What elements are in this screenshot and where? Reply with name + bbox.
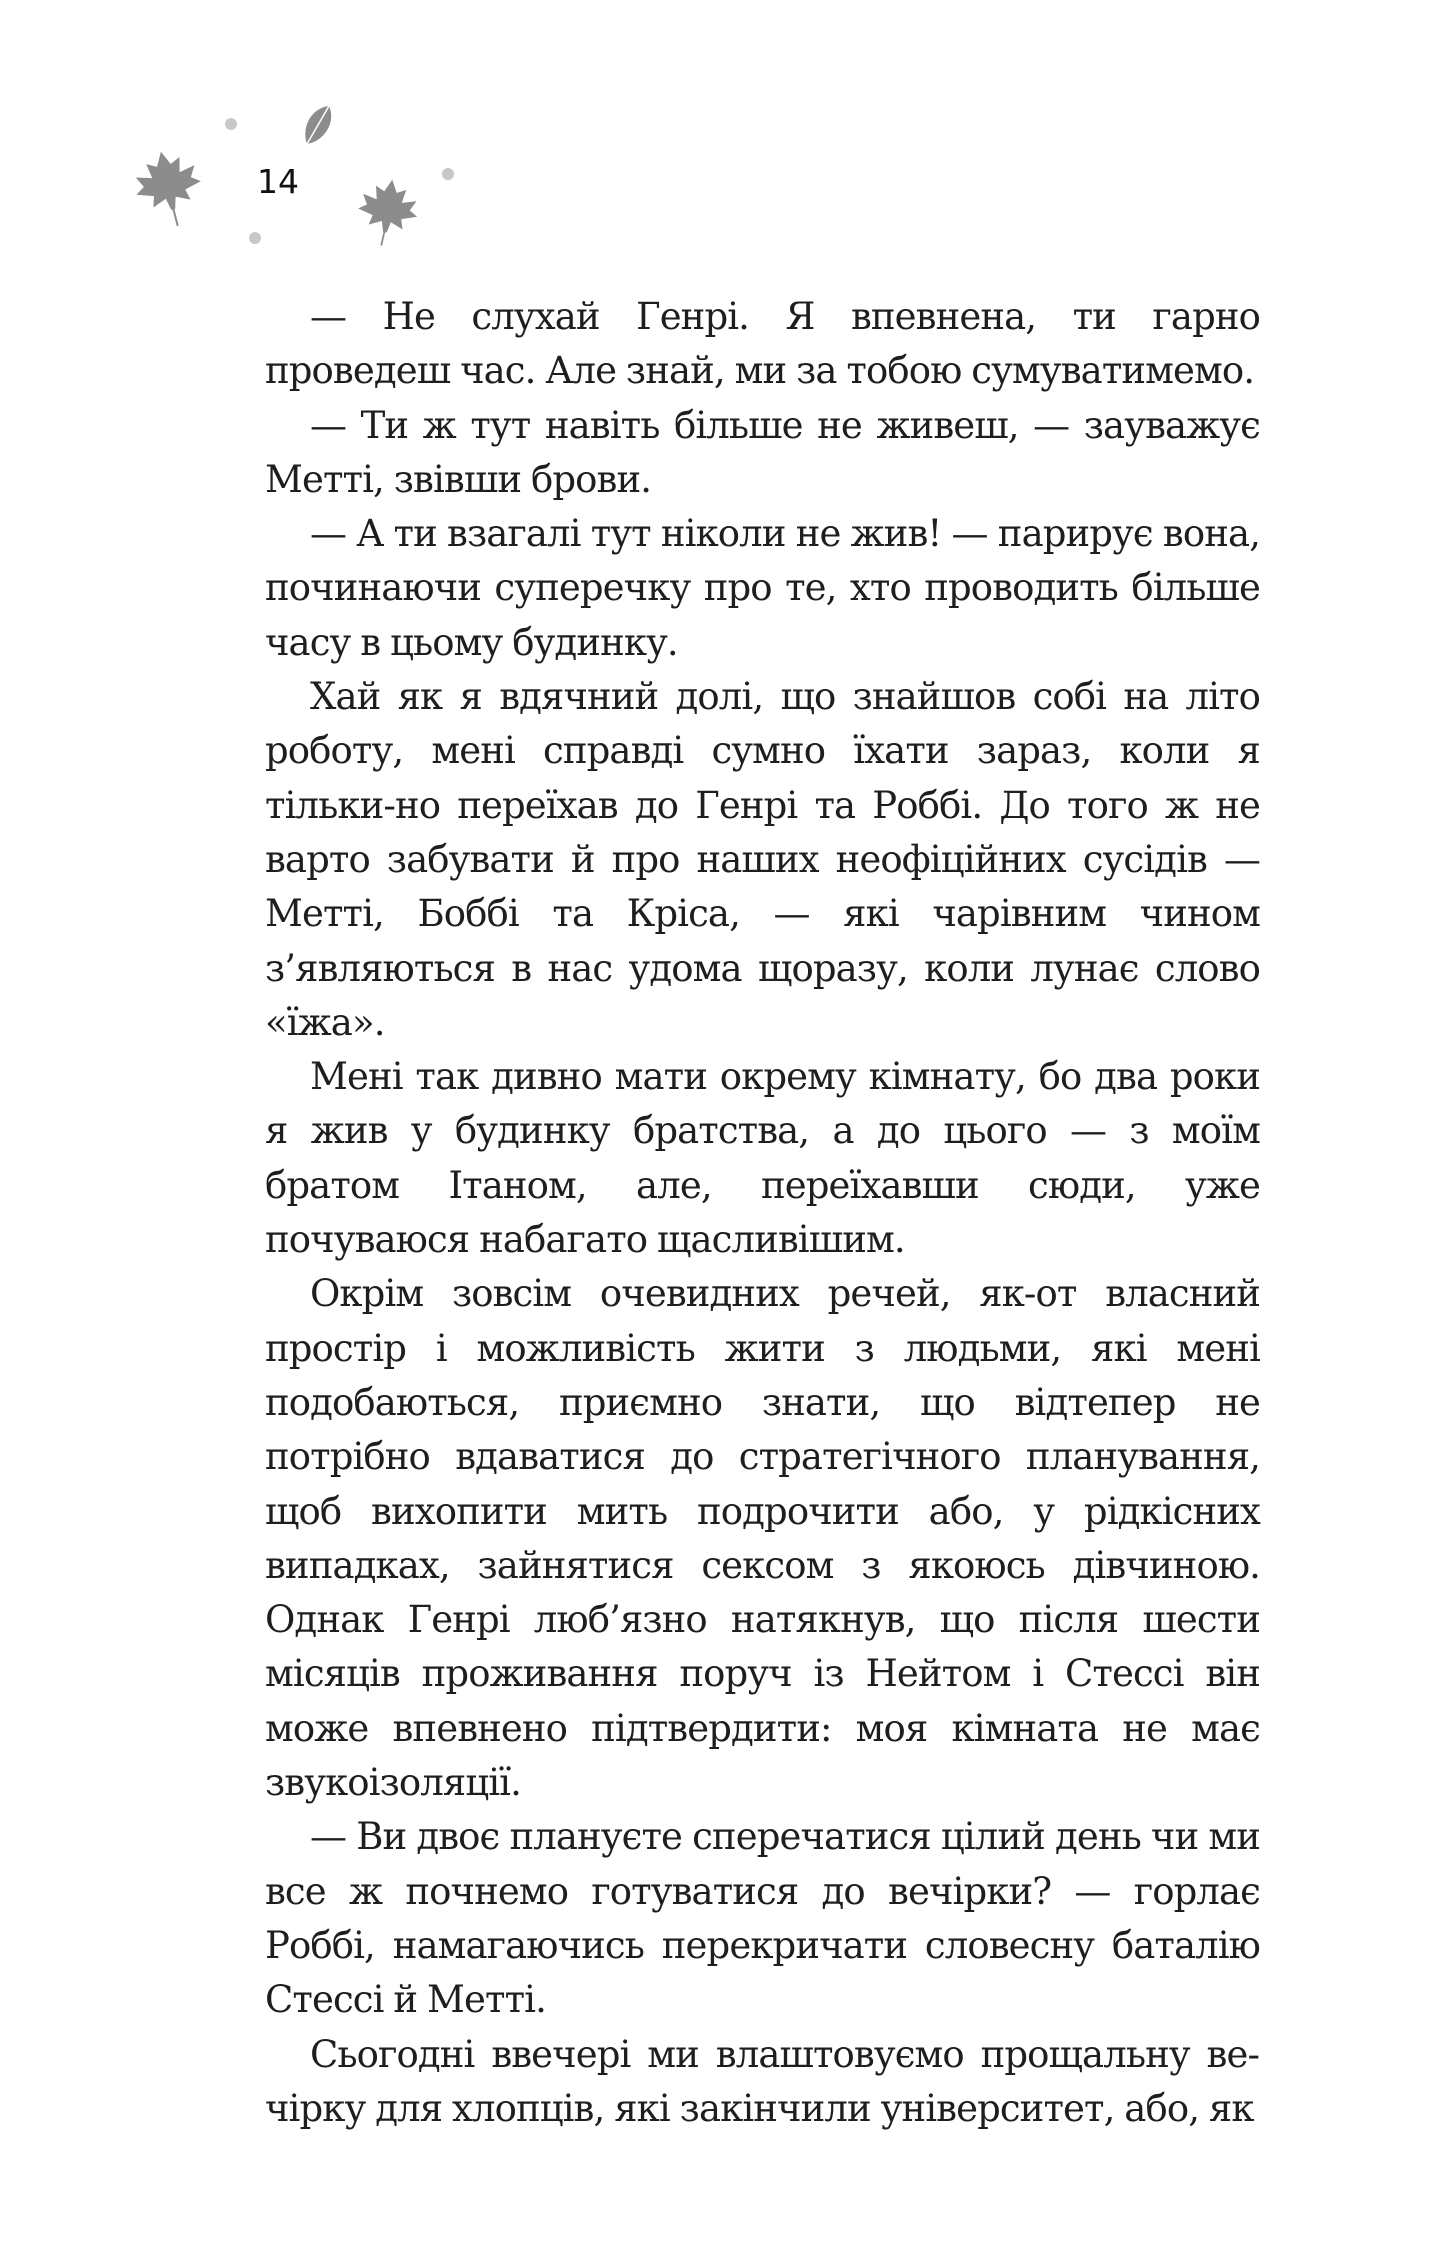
body-text	[265, 290, 1260, 2136]
paragraph: — Ви двоє плануєте сперечатися цілий день чи ми все ж почнемо готуватися до вечірки? — горлає Роббі, намагаючись перекричати словесну баталію Стессі й Метті.	[265, 1815, 1260, 2022]
paragraph: Сьогодні ввечері ми влаштовуємо прощальну вечірку для хлопців, які закінчили університет, або, як	[265, 2032, 1260, 2130]
dot-icon	[249, 232, 261, 244]
paragraph: — Ти ж тут навіть більше не живеш, — зауважує Метті, звівши брови.	[265, 403, 1260, 501]
paragraph: Мені так дивно мати окрему кімнату, бо два роки я жив у будинку братства, а до цього — з моїм братом Ітаном, але, переїхавши сюди, уже почуваюся набагато щасливішим.	[265, 1055, 1260, 1262]
maple-leaf-icon	[354, 176, 422, 250]
paragraph: — Не слухай Генрі. Я впевнена, ти гарно проведеш час. Але знай, ми за тобою сумуватимемо.	[265, 295, 1260, 393]
maple-leaf-icon	[129, 145, 209, 233]
paragraph: Окрім зовсім очевидних речей, як-от власний простір і можливість жити з людьми, які мені подобаються, приємно знати, що відтепер не потрібно вдаватися до стратегічного планування, щоб вихопити мить подрочити або, у рідкісних випадках, зайнятися сексом з якоюсь дівчиною. Однак Генрі люб’язно натякнув, що після шести місяців проживання поруч із Нейтом і Стессі він може впевнено підтвердити: моя кімната не має звукоізоляції.	[265, 1272, 1260, 1805]
dot-icon	[225, 118, 237, 130]
page-header	[0, 0, 520, 280]
paragraph: — А ти взагалі тут ніколи не жив! — парирує вона, починаючи суперечку про те, хто проводить більше часу в цьому будинку.	[265, 512, 1260, 664]
paragraph: Хай як я вдячний долі, що знайшов собі на літо роботу, мені справді сумно їхати зараз, коли я тільки-но переїхав до Генрі та Роббі. До того ж не варто забувати й про наших неофіційних сусідів — Метті, Боббі та Кріса, — які чарівним чином з’являються в нас удома щоразу, коли лунає слово «їжа».	[265, 675, 1260, 1044]
page-number: 14	[257, 162, 299, 201]
autumn-leaves-decoration	[0, 0, 520, 280]
dot-icon	[442, 168, 454, 180]
leaf-icon	[298, 97, 340, 149]
